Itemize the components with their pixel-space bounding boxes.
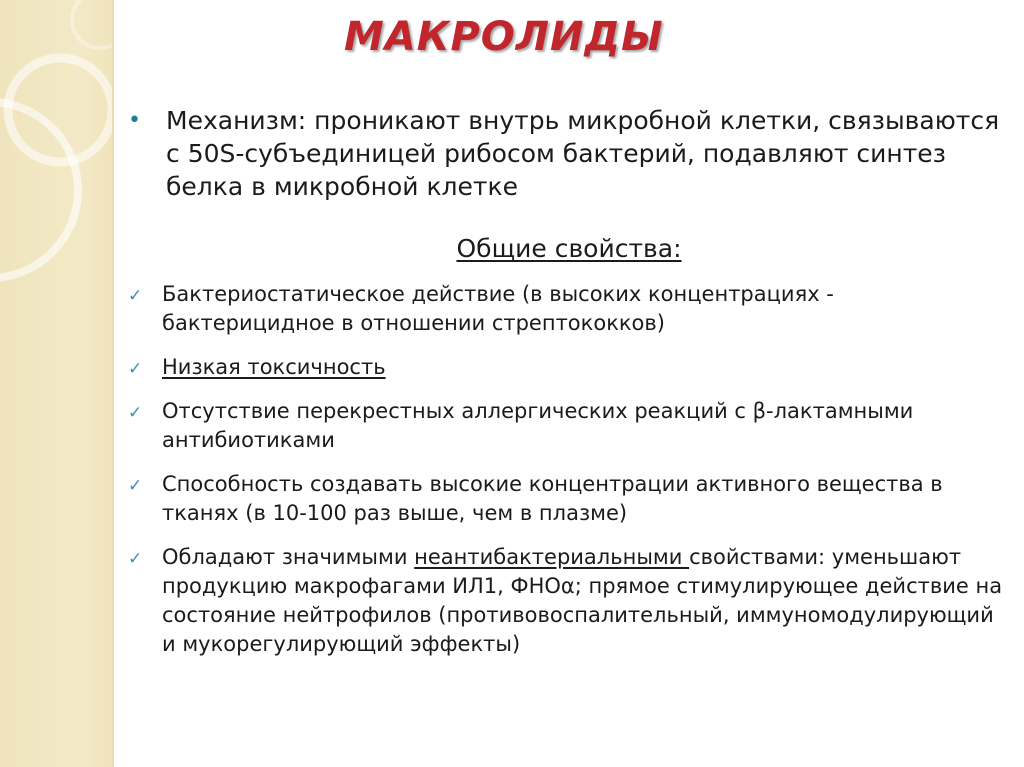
- property-text-intro: Обладают значимыми: [162, 545, 415, 569]
- property-text: Бактериостатическое действие (в высоких концентрациях - бактерицидное в отношении стрептококков): [162, 282, 834, 335]
- mechanism-paragraph: [128, 104, 1008, 203]
- section-subheading: Общие свойства:: [456, 234, 682, 263]
- decorative-side-band: [0, 0, 112, 767]
- properties-list: [128, 280, 1008, 674]
- checkmark-icon: ✓: [128, 403, 143, 423]
- list-item: [128, 470, 1008, 528]
- side-divider: [112, 0, 114, 767]
- decorative-rings: [0, 0, 112, 767]
- property-text-underlined: неантибактериальными: [414, 545, 690, 569]
- list-item: [128, 353, 1008, 382]
- property-text: Отсутствие перекрестных аллергических реакций с β-лактамными антибиотиками: [162, 399, 914, 452]
- bullet-icon: •: [128, 108, 141, 133]
- checkmark-icon: ✓: [128, 286, 143, 306]
- slide-title: МАКРОЛИДЫ: [344, 14, 664, 60]
- list-item: [128, 397, 1008, 455]
- checkmark-icon: ✓: [128, 359, 143, 379]
- list-item: [128, 543, 1008, 659]
- property-text-rest: свойствами: уменьшают продукцию макрофагами ИЛ1, ФНОα; прямое стимулирующее действие на состояние нейтрофилов (противовоспалительный, иммуномодулирующий и мукорегулирующий эффекты): [162, 545, 1003, 656]
- checkmark-icon: ✓: [128, 549, 143, 569]
- property-text: Низкая токсичность: [162, 355, 386, 379]
- mechanism-text: Механизм: проникают внутрь микробной клетки, связываются с 50S-субъединицей рибосом бактерий, подавляют синтез белка в микробной клетке: [166, 106, 1000, 201]
- checkmark-icon: ✓: [128, 476, 143, 496]
- list-item: [128, 280, 1008, 338]
- property-text: Способность создавать высокие концентрации активного вещества в тканях (в 10-100 раз выше, чем в плазме): [162, 472, 943, 525]
